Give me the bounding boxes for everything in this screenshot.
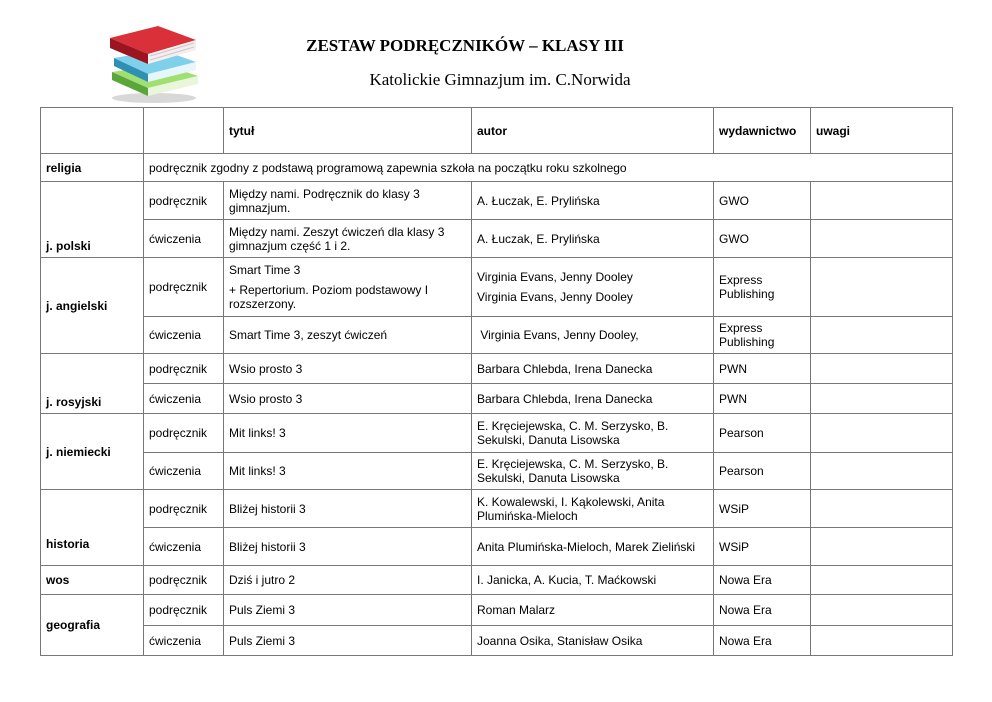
subject-cell: j. polski — [41, 182, 144, 258]
publisher-cell: WSiP — [714, 528, 811, 566]
publisher-cell: Express Publishing — [714, 258, 811, 317]
table-header-row — [41, 108, 953, 154]
title-cell: Smart Time 3, zeszyt ćwiczeń — [224, 317, 472, 354]
header-title: tytuł — [224, 108, 472, 154]
notes-cell — [811, 490, 953, 528]
table-row — [41, 220, 953, 258]
title-line: + Repertorium. Poziom podstawowy I rozszerzony. — [229, 283, 429, 311]
subject-cell: j. rosyjski — [41, 354, 144, 414]
textbook-table — [40, 107, 953, 656]
publisher-cell: Pearson — [714, 453, 811, 490]
table-row — [41, 490, 953, 528]
notes-cell — [811, 528, 953, 566]
type-cell: podręcznik — [144, 414, 224, 453]
table-row — [41, 595, 953, 626]
type-cell: podręcznik — [144, 354, 224, 384]
notes-cell — [811, 182, 953, 220]
author-cell: Barbara Chlebda, Irena Danecka — [472, 384, 714, 414]
author-cell: E. Kręciejewska, C. M. Serzysko, B. Sekulski, Danuta Lisowska — [472, 414, 714, 453]
author-cell: Virginia Evans, Jenny Dooley, — [472, 317, 714, 354]
header-type — [144, 108, 224, 154]
subject-cell: geografia — [41, 595, 144, 656]
title-cell: Między nami. Zeszyt ćwiczeń dla klasy 3 gimnazjum część 1 i 2. — [224, 220, 472, 258]
table-row — [41, 384, 953, 414]
subject-cell: j. niemiecki — [41, 414, 144, 490]
publisher-cell: GWO — [714, 182, 811, 220]
author-cell — [472, 258, 714, 317]
title-cell: Między nami. Podręcznik do klasy 3 gimnazjum. — [224, 182, 472, 220]
publisher-cell: Express Publishing — [714, 317, 811, 354]
type-cell: podręcznik — [144, 490, 224, 528]
author-cell: Joanna Osika, Stanisław Osika — [472, 626, 714, 656]
table-row — [41, 182, 953, 220]
author-cell: I. Janicka, A. Kucia, T. Maćkowski — [472, 566, 714, 595]
type-cell: ćwiczenia — [144, 453, 224, 490]
author-line: Virginia Evans, Jenny Dooley — [477, 290, 633, 304]
header-notes: uwagi — [811, 108, 953, 154]
author-cell: E. Kręciejewska, C. M. Serzysko, B. Sekulski, Danuta Lisowska — [472, 453, 714, 490]
table-row — [41, 453, 953, 490]
type-cell: podręcznik — [144, 566, 224, 595]
notes-cell — [811, 258, 953, 317]
table-row — [41, 317, 953, 354]
title-cell: Mit links! 3 — [224, 414, 472, 453]
notes-cell — [811, 354, 953, 384]
table-row — [41, 626, 953, 656]
table-row — [41, 566, 953, 595]
document-title: ZESTAW PODRĘCZNIKÓW – KLASY III — [306, 36, 624, 55]
title-cell: Wsio prosto 3 — [224, 384, 472, 414]
title-cell: Puls Ziemi 3 — [224, 595, 472, 626]
publisher-cell: Nowa Era — [714, 595, 811, 626]
header-subject — [41, 108, 144, 154]
notes-cell — [811, 384, 953, 414]
notes-cell — [811, 595, 953, 626]
publisher-cell: Pearson — [714, 414, 811, 453]
subject-cell: j. angielski — [41, 258, 144, 354]
author-cell: Anita Plumińska-Mieloch, Marek Zieliński — [472, 528, 714, 566]
notes-cell — [811, 453, 953, 490]
title-cell: Puls Ziemi 3 — [224, 626, 472, 656]
author-cell: Barbara Chlebda, Irena Danecka — [472, 354, 714, 384]
header-publisher: wydawnictwo — [714, 108, 811, 154]
title-cell: Bliżej historii 3 — [224, 490, 472, 528]
title-cell — [224, 258, 472, 317]
author-cell: A. Łuczak, E. Prylińska — [472, 182, 714, 220]
notes-cell — [811, 317, 953, 354]
subject-cell: wos — [41, 566, 144, 595]
type-cell: ćwiczenia — [144, 384, 224, 414]
table-row — [41, 354, 953, 384]
religion-note: podręcznik zgodny z podstawą programową zapewnia szkoła na początku roku szkolnego — [144, 154, 953, 182]
publisher-cell: PWN — [714, 384, 811, 414]
publisher-cell: WSiP — [714, 490, 811, 528]
publisher-cell: Nowa Era — [714, 626, 811, 656]
stack-of-books-icon — [104, 14, 204, 104]
type-cell: podręcznik — [144, 258, 224, 317]
type-cell: podręcznik — [144, 182, 224, 220]
type-cell: ćwiczenia — [144, 220, 224, 258]
publisher-cell: GWO — [714, 220, 811, 258]
author-cell: Roman Malarz — [472, 595, 714, 626]
table-row — [41, 258, 953, 317]
author-line: Virginia Evans, Jenny Dooley — [477, 270, 633, 284]
title-cell: Mit links! 3 — [224, 453, 472, 490]
title-cell: Bliżej historii 3 — [224, 528, 472, 566]
type-cell: ćwiczenia — [144, 317, 224, 354]
author-cell: K. Kowalewski, I. Kąkolewski, Anita Plumińska-Mieloch — [472, 490, 714, 528]
header-author: autor — [472, 108, 714, 154]
notes-cell — [811, 626, 953, 656]
table-row — [41, 154, 953, 182]
title-cell: Dziś i jutro 2 — [224, 566, 472, 595]
type-cell: ćwiczenia — [144, 626, 224, 656]
publisher-cell: Nowa Era — [714, 566, 811, 595]
title-line: Smart Time 3 — [229, 263, 301, 277]
title-cell: Wsio prosto 3 — [224, 354, 472, 384]
subject-cell: religia — [41, 154, 144, 182]
notes-cell — [811, 414, 953, 453]
type-cell: podręcznik — [144, 595, 224, 626]
subject-cell: historia — [41, 490, 144, 566]
table-row — [41, 528, 953, 566]
publisher-cell: PWN — [714, 354, 811, 384]
school-name: Katolickie Gimnazjum im. C.Norwida — [369, 70, 631, 89]
notes-cell — [811, 566, 953, 595]
table-row — [41, 414, 953, 453]
type-cell: ćwiczenia — [144, 528, 224, 566]
author-cell: A. Łuczak, E. Prylińska — [472, 220, 714, 258]
notes-cell — [811, 220, 953, 258]
